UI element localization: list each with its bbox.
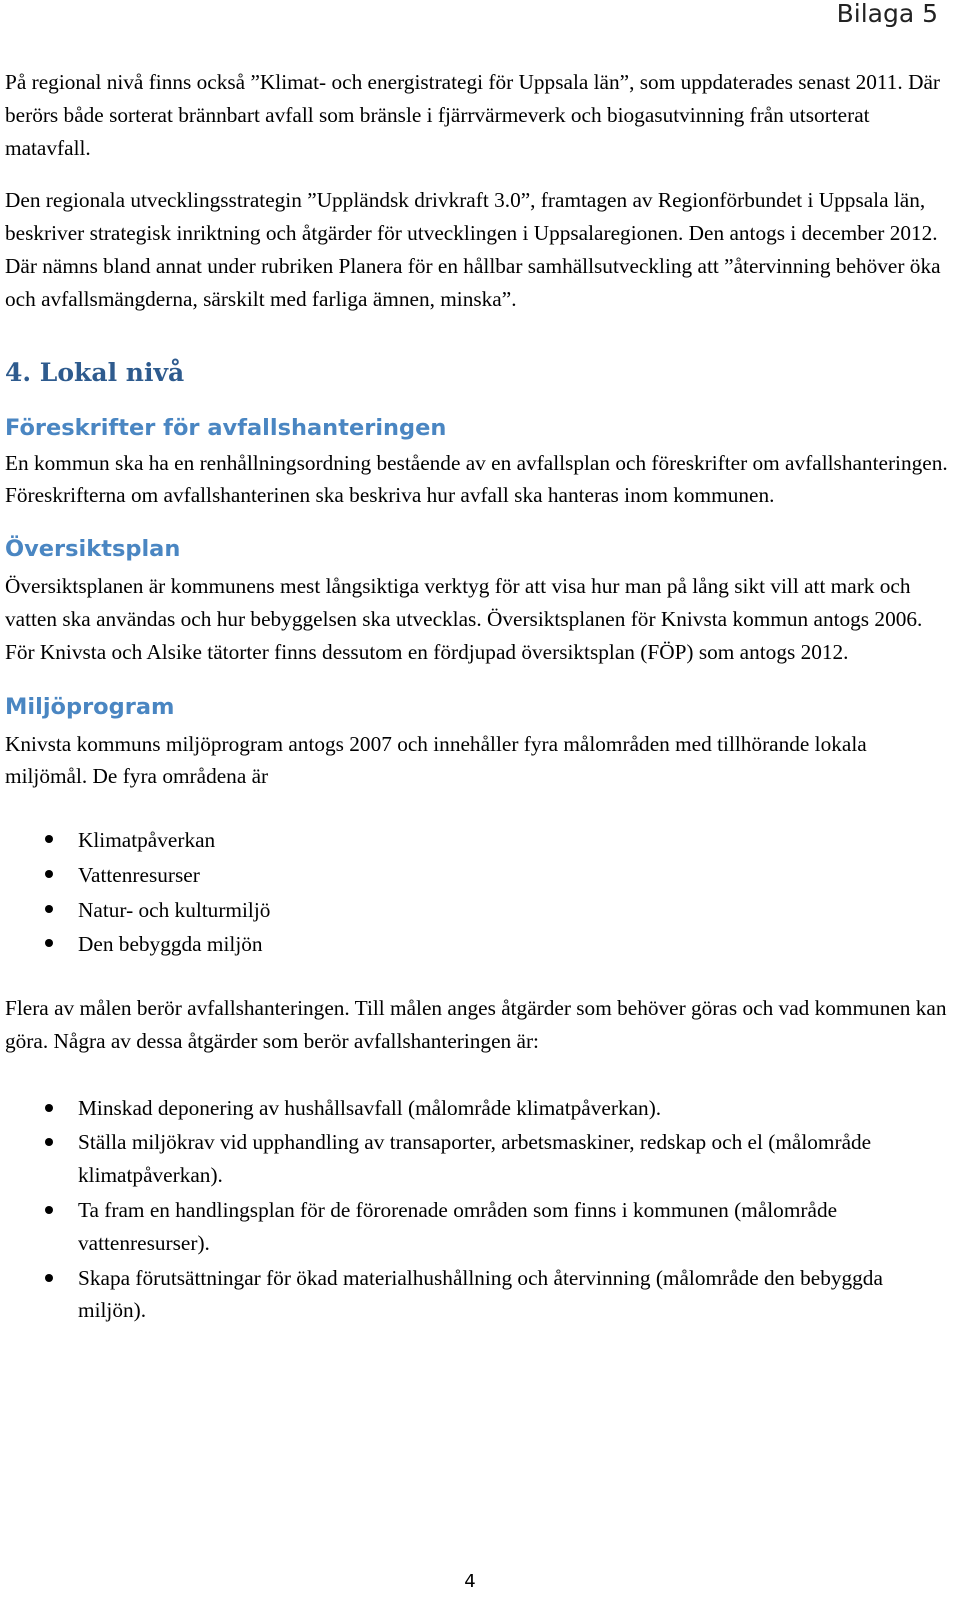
list-item	[5, 1126, 950, 1192]
paragraph-environmental-program-followup: Flera av målen berör avfallshanteringen. Till målen anges åtgärder som behöver göras och vad kommunen kan göra. Några av dessa åtgärder som berör avfallshanteringen är:	[5, 995, 947, 1053]
subheading-environmental-program: Miljöprogram	[5, 693, 175, 720]
list-item-text: Minskad deponering av hushållsavfall (målområde klimatpåverkan).	[78, 1095, 662, 1120]
list-item	[5, 1092, 950, 1125]
list-item-text: Natur- och kulturmiljö	[78, 897, 271, 922]
section-heading-local-level: 4. Lokal nivå	[5, 357, 185, 387]
paragraph-comprehensive-plan: Översiktsplanen är kommunens mest långsiktiga verktyg för att visa hur man på lång sikt vill att mark och vatten ska användas och hur bebyggelsen ska utvecklas. Översiktsplanen för Knivsta kommun antogs 2006. För Knivsta och Alsike tätorter finns dessutom en fördjupad översiktsplan (FÖP) som antogs 2012.	[5, 574, 923, 664]
bullet-icon	[45, 905, 53, 913]
paragraph-development-strategy: Den regionala utvecklingsstrategin ”Uppländsk drivkraft 3.0”, framtagen av Regionförbundet i Uppsala län, beskriver strategisk inriktning och åtgärder för utvecklingen i Uppsalaregionen. Den antogs i december 2012. Där nämns bland annat under rubriken Planera för en hållbar samhällsutveckling att ”återvinning behöver öka och avfallsmängderna, särskilt med farliga ämnen, minska”.	[5, 188, 941, 311]
paragraph-environmental-program-intro: Knivsta kommuns miljöprogram antogs 2007 och innehåller fyra målområden med tillhörande lokala miljömål. De fyra områdena är	[5, 731, 867, 789]
bullet-icon	[45, 1104, 53, 1112]
subheading-regulations: Föreskrifter för avfallshanteringen	[5, 414, 447, 441]
paragraph-regional-strategy: På regional nivå finns också ”Klimat- och energistrategi för Uppsala län”, som uppdaterades senast 2011. Där berörs både sorterat brännbart avfall som bränsle i fjärrvärmeverk och biogasutvinning från utsorterat matavfall.	[5, 70, 941, 160]
list-item-text: Klimatpåverkan	[78, 828, 216, 853]
list-item	[5, 823, 950, 858]
measures-list	[5, 1092, 950, 1328]
list-item	[5, 1194, 950, 1260]
bullet-icon	[45, 939, 53, 947]
list-item-text: Den bebyggda miljön	[78, 932, 263, 957]
subheading-comprehensive-plan: Översiktsplan	[5, 536, 181, 563]
appendix-label: Bilaga 5	[836, 0, 938, 28]
bullet-icon	[45, 1274, 53, 1282]
bullet-icon	[45, 1138, 53, 1146]
paragraph-regulations: En kommun ska ha en renhållningsordning bestående av en avfallsplan och föreskrifter om avfallshanteringen. Föreskrifterna om avfallshanterinen ska beskriva hur avfall ska hanteras inom kommunen.	[5, 450, 948, 508]
list-item	[5, 893, 950, 928]
bullet-icon	[45, 870, 53, 878]
target-areas-list	[5, 823, 950, 962]
list-item-text: Ställa miljökrav vid upphandling av transaporter, arbetsmaskiner, redskap och el (målområde klimatpåverkan).	[78, 1130, 872, 1188]
list-item-text: Ta fram en handlingsplan för de förorenade områden som finns i kommunen (målområde vattenresurser).	[78, 1197, 838, 1255]
bullet-icon	[45, 835, 53, 843]
bullet-icon	[45, 1206, 53, 1214]
list-item	[5, 858, 950, 893]
list-item-text: Vattenresurser	[78, 862, 200, 887]
list-item-text: Skapa förutsättningar för ökad materialhushållning och återvinning (målområde den bebyggda miljön).	[78, 1265, 883, 1323]
page-number: 4	[464, 1571, 476, 1592]
list-item	[5, 927, 950, 962]
document-body	[5, 66, 950, 1329]
list-item	[5, 1262, 950, 1328]
